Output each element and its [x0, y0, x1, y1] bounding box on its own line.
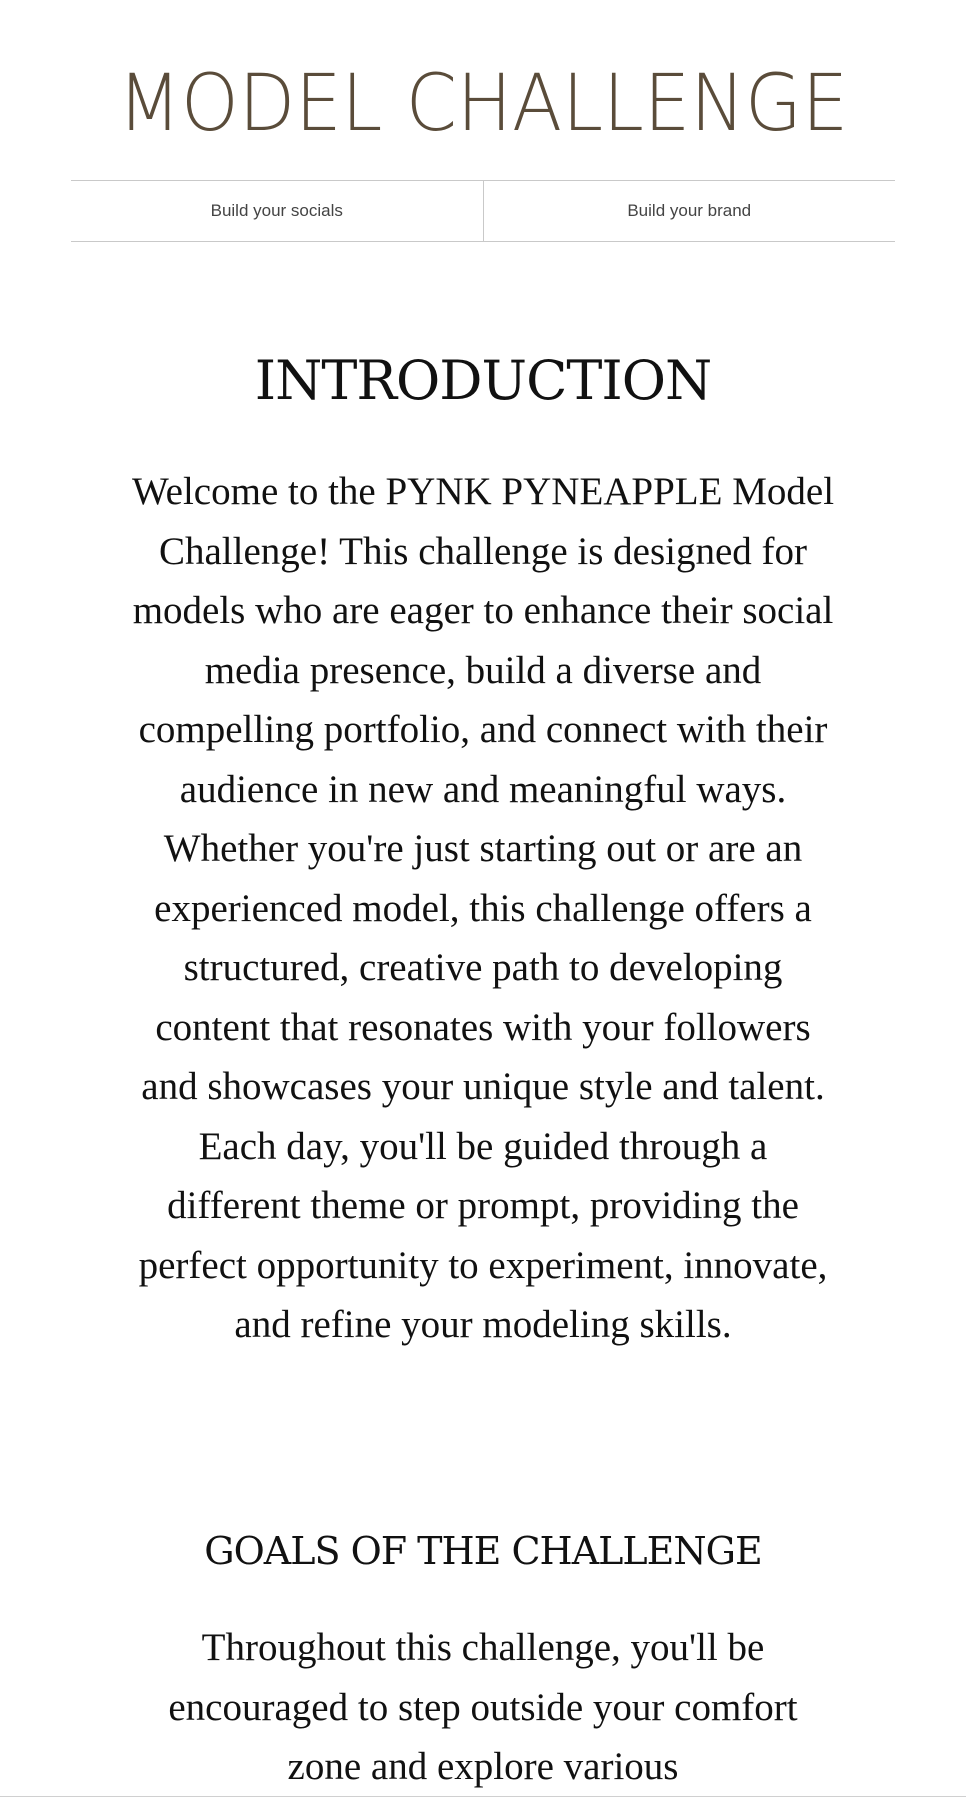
goals-heading: GOALS OF THE CHALLENGE [204, 1529, 762, 1573]
main-nav [71, 180, 895, 242]
nav-build-your-brand[interactable]: Build your brand [483, 181, 896, 241]
introduction-body: Welcome to the PYNK PYNEAPPLE Model Challenge! This challenge is designed for models who are eager to enhance their social media presence, build a diverse and compelling portfolio, and connect with their audience in new and meaningful ways. Whether you're just starting out or are an experienced model, this challenge offers a structured, creative path to developing content that resonates with your followers and showcases your unique style and talent. Each day, you'll be guided through a different theme or prompt, providing the perfect opportunity to experiment, innovate, and refine your modeling skills. [131, 470, 835, 1346]
introduction-heading: INTRODUCTION [254, 349, 712, 412]
nav-build-your-socials[interactable]: Build your socials [210, 201, 343, 220]
site-title: MODEL CHALLENGE [117, 59, 849, 149]
goals-body: Throughout this challenge, you'll be encouraged to step outside your comfort zone and explore various [168, 1626, 798, 1788]
bottom-divider [0, 1796, 966, 1797]
